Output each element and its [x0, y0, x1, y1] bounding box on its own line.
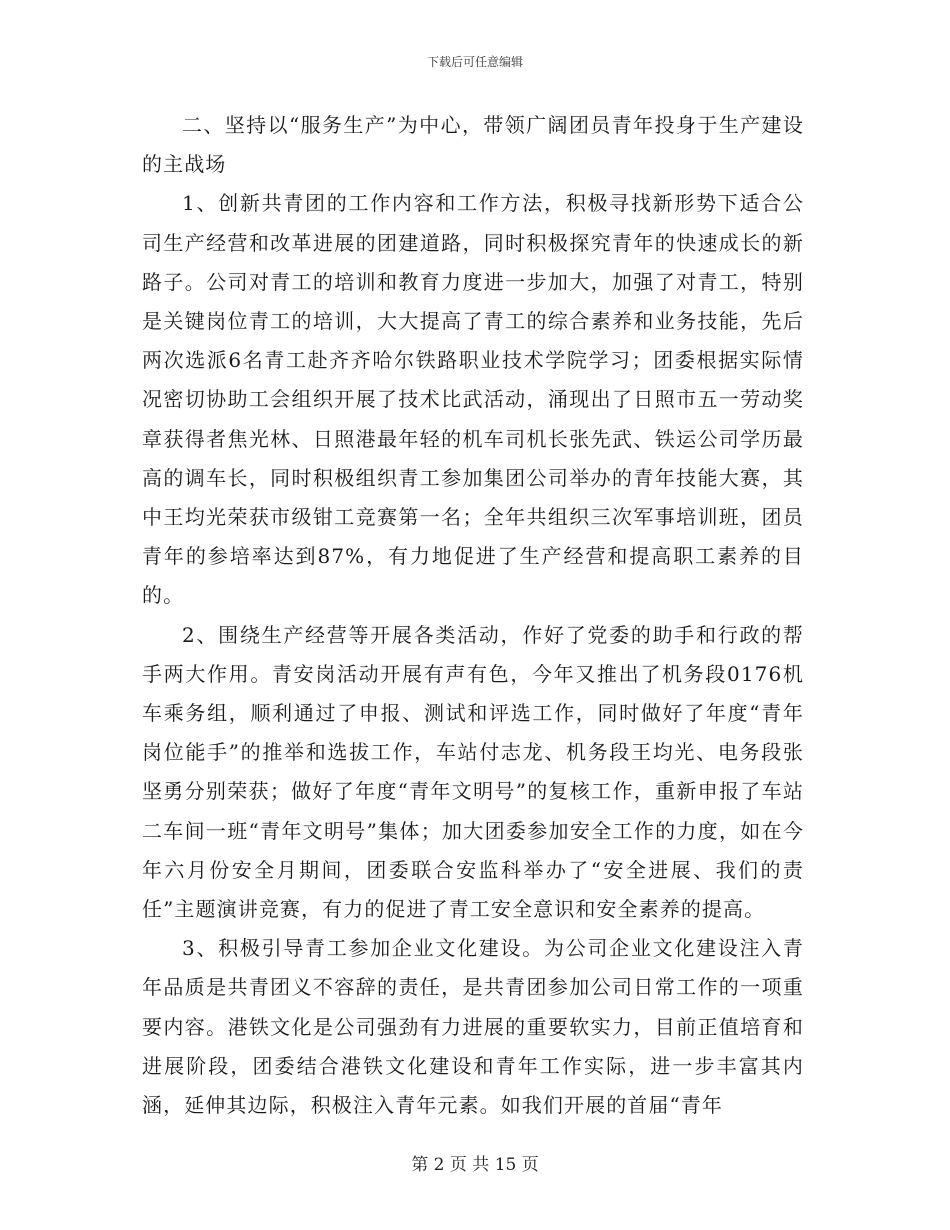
header-text: 下载后可任意编辑	[426, 55, 523, 69]
document-body	[142, 106, 804, 1125]
page-header	[0, 54, 950, 70]
paragraph-3: 3、积极引导青工参加企业文化建设。为公司企业文化建设注入青年品质是共青团义不容辞的责任，是共青团参加公司日常工作的一项重要内容。港铁文化是公司强劲有力进展的重要软实力，目前正值培育和进展阶段，团委结合港铁文化建设和青年工作实际，进一步丰富其内涵，延伸其边际，积极注入青年元素。如我们开展的首届“青年	[142, 936, 804, 1118]
paragraph-1: 1、创新共青团的工作内容和工作方法，积极寻找新形势下适合公司生产经营和改革进展的团建道路，同时积极探究青年的快速成长的新路子。公司对青工的培训和教育力度进一步加大，加强了对青工，特别是关键岗位青工的培训，大大提高了青工的综合素养和业务技能，先后两次选派6名青工赴齐齐哈尔铁路职业技术学院学习；团委根据实际情况密切协助工会组织开展了技术比武活动，涌现出了日照市五一劳动奖章获得者焦光林、日照港最年轻的机车司机长张先武、铁运公司学历最高的调车长，同时积极组织青工参加集团公司举办的青年技能大赛，其中王均光荣获市级钳工竞赛第一名；全年共组织三次军事培训班，团员青年的参培率达到87%，有力地促进了生产经营和提高职工素养的目的。	[142, 191, 804, 608]
page-footer	[0, 1154, 950, 1176]
section-heading: 二、坚持以“服务生产”为中心，带领广阔团员青年投身于生产建设的主战场	[142, 113, 804, 177]
page-number: 第 2 页 共 15 页	[411, 1155, 539, 1175]
paragraph-2: 2、围绕生产经营等开展各类活动，作好了党委的助手和行政的帮手两大作用。青安岗活动开展有声有色，今年又推出了机务段0176机车乘务组，顺利通过了申报、测试和评选工作，同时做好了年度“青年岗位能手”的推举和选拔工作，车站付志龙、机务段王均光、电务段张坚勇分别荣获；做好了年度“青年文明号”的复核工作，重新申报了车站二车间一班“青年文明号”集体；加大团委参加安全工作的力度，如在今年六月份安全月期间，团委联合安监科举办了“安全进展、我们的责任”主题演讲竞赛，有力的促进了青工安全意识和安全素养的提高。	[142, 622, 804, 922]
